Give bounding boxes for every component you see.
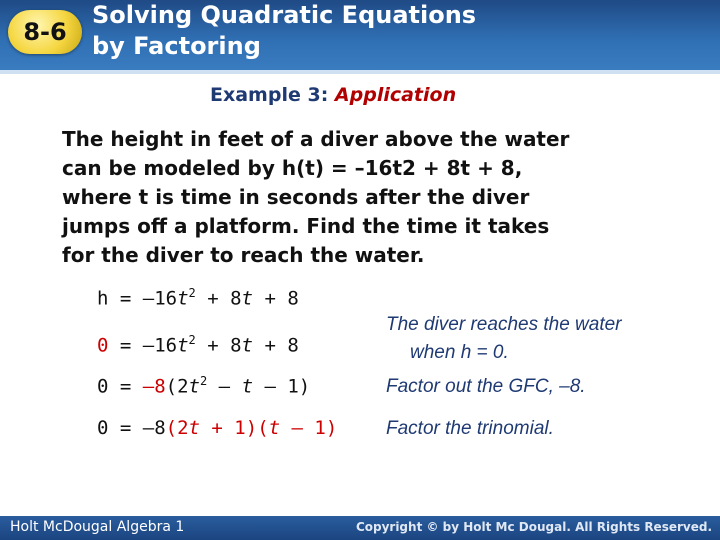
header-stripe	[0, 70, 720, 74]
eq1-exponent: 2	[188, 286, 196, 300]
lesson-number: 8-6	[23, 18, 67, 46]
eq2-part-c: + 8	[253, 334, 299, 357]
example-heading	[210, 84, 456, 106]
equation-line-2	[97, 333, 299, 356]
slide-footer	[0, 516, 720, 540]
note-line-1: The diver reaches the water	[386, 314, 622, 335]
equation-line-3	[97, 374, 310, 397]
title-line-2: by Factoring	[92, 32, 261, 60]
footer-publisher: Holt McDougal Algebra 1	[10, 519, 185, 535]
eq3-var-t: t	[188, 375, 200, 398]
eq4-lhs: 0 = –8	[97, 417, 166, 439]
eq2-lhs: 0	[97, 334, 109, 357]
eq1-part-b: + 8	[195, 287, 242, 310]
eq3-var-t2: t	[241, 375, 254, 398]
eq4-factor-2	[257, 417, 337, 439]
eq4-factor-1-close: + 1)	[199, 417, 258, 439]
eq4-var-t2: t	[268, 417, 281, 439]
eq1-var-t: t	[177, 287, 189, 310]
eq1-part-a: = –16	[108, 287, 178, 310]
footer-copyright: Copyright © by Holt Mc Dougal. All Rights Reserved.	[355, 520, 712, 534]
eq2-part-b: + 8	[195, 334, 242, 357]
eq2-exponent: 2	[188, 333, 196, 347]
example-type: Application	[334, 84, 457, 106]
note-factor-gcf: Factor out the GFC, –8.	[386, 376, 586, 397]
equation-line-1	[97, 286, 299, 309]
eq1-var-t2: t	[241, 287, 253, 310]
eq4-factor-1	[166, 417, 258, 439]
problem-statement: The height in feet of a diver above the water can be modeled by h(t) = –16t2 + 8t + 8, where t is time in seconds after the diver jumps off a platform. Find the time it takes for the diver to reach the water.	[62, 127, 570, 267]
eq3-open: (2	[165, 375, 189, 398]
eq1-lhs: h	[97, 287, 109, 310]
eq3-gcf: –8	[142, 375, 166, 398]
equation-line-4	[97, 417, 337, 439]
slide-title	[92, 0, 476, 62]
note-factor-trinomial: Factor the trinomial.	[386, 418, 554, 439]
note-line-2: when h = 0.	[410, 342, 509, 363]
eq3-mid: –	[207, 375, 242, 398]
eq4-factor-2-open: (	[257, 417, 269, 439]
eq3-close: – 1)	[253, 375, 311, 398]
example-label: Example 3:	[210, 84, 329, 106]
eq1-part-c: + 8	[253, 287, 299, 310]
eq4-factor-1-open: (2	[165, 417, 189, 439]
eq2-var-t: t	[177, 334, 189, 357]
eq3-exponent: 2	[200, 374, 208, 388]
eq2-var-t2: t	[241, 334, 253, 357]
eq4-factor-2-close: – 1)	[280, 417, 338, 439]
title-line-1: Solving Quadratic Equations	[92, 1, 477, 29]
note-water-condition	[386, 314, 622, 364]
lesson-badge	[8, 10, 82, 54]
eq4-var-t: t	[188, 417, 200, 439]
eq3-lhs: 0 =	[97, 375, 143, 398]
eq2-part-a: = –16	[108, 334, 178, 357]
